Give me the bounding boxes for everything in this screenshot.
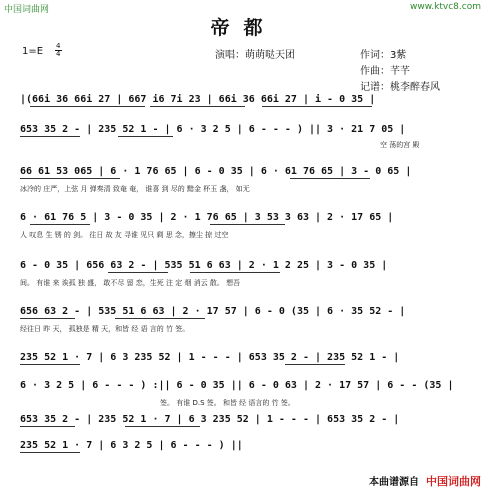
beam-line bbox=[290, 178, 370, 179]
beam-line bbox=[20, 178, 120, 179]
key-signature: 1=E bbox=[22, 46, 44, 57]
score-line-10-notes: 235 52 1 · 7 | 6 3 2 5 | 6 - - - ) || bbox=[20, 440, 243, 451]
score-line-4-notes: 6 · 61 76 5 | 3 - 0 35 | 2 · 1 76 65 | 3 53 3 63 | 2 · 17 65 | bbox=[20, 212, 394, 223]
score-line-6-notes: 656 63 2 - | 535 51 6 63 | 2 · 17 57 | 6 - 0 (35 | 6 · 35 52 - | bbox=[20, 306, 406, 317]
score-line-1-notes: |(66i 36 66i 27 | 667 i6 7i 23 | 66i 36 66i 27 | i - 0 35 | bbox=[20, 94, 376, 105]
time-signature-denominator: 4 bbox=[56, 50, 61, 58]
beam-line bbox=[20, 318, 75, 319]
beam-line bbox=[118, 136, 173, 137]
transcriber-credit: 记谱：桃李醉春风 bbox=[360, 82, 440, 93]
score-line-8-lyrics: 签。 有谁 D.S 签。 和皆 经 语言的 竹 签。 bbox=[160, 399, 295, 407]
score-line-2-lyrics: 空 荡的宫 殿 bbox=[380, 141, 420, 149]
beam-line bbox=[262, 106, 372, 107]
beam-line bbox=[125, 426, 200, 427]
beam-line bbox=[150, 106, 245, 107]
score-line-2-notes: 653 35 2 - | 235 52 1 - | 6 · 3 2 5 | 6 - - - ) || 3 · 21 7 05 | bbox=[20, 124, 406, 135]
beam-line bbox=[210, 224, 285, 225]
beam-line bbox=[20, 426, 75, 427]
score-line-9-notes: 653 35 2 - | 235 52 1 · 7 | 6 3 235 52 | 1 - - - | 653 35 2 - | bbox=[20, 414, 400, 425]
footer-site-name: 中国词曲网 bbox=[426, 475, 481, 488]
score-line-8-notes: 6 · 3 2 5 | 6 - - - ) :|| 6 - 0 35 || 6 - 0 63 | 2 · 17 57 | 6 - - (35 | bbox=[20, 380, 454, 391]
score-line-5-lyrics: 间。 有谁 来 诶孤 独 盛， 敢不尽 留 恋，生死 注 定 烟 消云 散。 想吾 bbox=[20, 279, 241, 287]
beam-line bbox=[108, 272, 168, 273]
score-line-6-lyrics: 经往日 昨 天， 孤独是 精 天，和皆 经 语 言的 竹 签。 bbox=[20, 325, 190, 333]
beam-line bbox=[285, 364, 345, 365]
time-signature-numerator: 4 bbox=[56, 42, 61, 50]
score-line-3-lyrics: 冰冷的 庄严，上弦 月 弹奏清 致奄 奄， 谁喜 到 尽的 黯金 杯玉 盏， 如无 bbox=[20, 185, 250, 193]
score-line-7-notes: 235 52 1 · 7 | 6 3 235 52 | 1 - - - | 653 35 2 - | 235 52 1 - | bbox=[20, 352, 400, 363]
beam-line bbox=[20, 136, 80, 137]
beam-line bbox=[20, 364, 80, 365]
footer-source-label: 本曲谱源自 bbox=[369, 477, 419, 488]
composer-credit: 作曲：芊芊 bbox=[360, 66, 410, 77]
site-watermark-right: www.ktvc8.com bbox=[410, 2, 481, 12]
singer-credit: 演唱：萌萌哒天团 bbox=[215, 50, 295, 61]
score-line-4-lyrics: 人 叹息 生 锈 的 剑。 往日 故 友 寻谁 见只 剩 思 念，擦尘 掠 过空 bbox=[20, 231, 229, 239]
lyricist-credit: 作词：3紫 bbox=[360, 50, 407, 61]
beam-line bbox=[30, 106, 145, 107]
beam-line bbox=[190, 272, 280, 273]
beam-line bbox=[115, 318, 205, 319]
beam-line bbox=[30, 224, 90, 225]
score-line-5-notes: 6 - 0 35 | 656 63 2 - | 535 51 6 63 | 2 · 1 2 25 | 3 - 0 35 | bbox=[20, 260, 388, 271]
site-watermark-left: 中国词曲网 bbox=[4, 5, 50, 15]
beam-line bbox=[20, 452, 80, 453]
song-title: 帝都 bbox=[210, 17, 277, 39]
score-line-3-notes: 66 61 53 065 | 6 · 1 76 65 | 6 - 0 35 | 6 · 61 76 65 | 3 - 0 65 | bbox=[20, 166, 412, 177]
